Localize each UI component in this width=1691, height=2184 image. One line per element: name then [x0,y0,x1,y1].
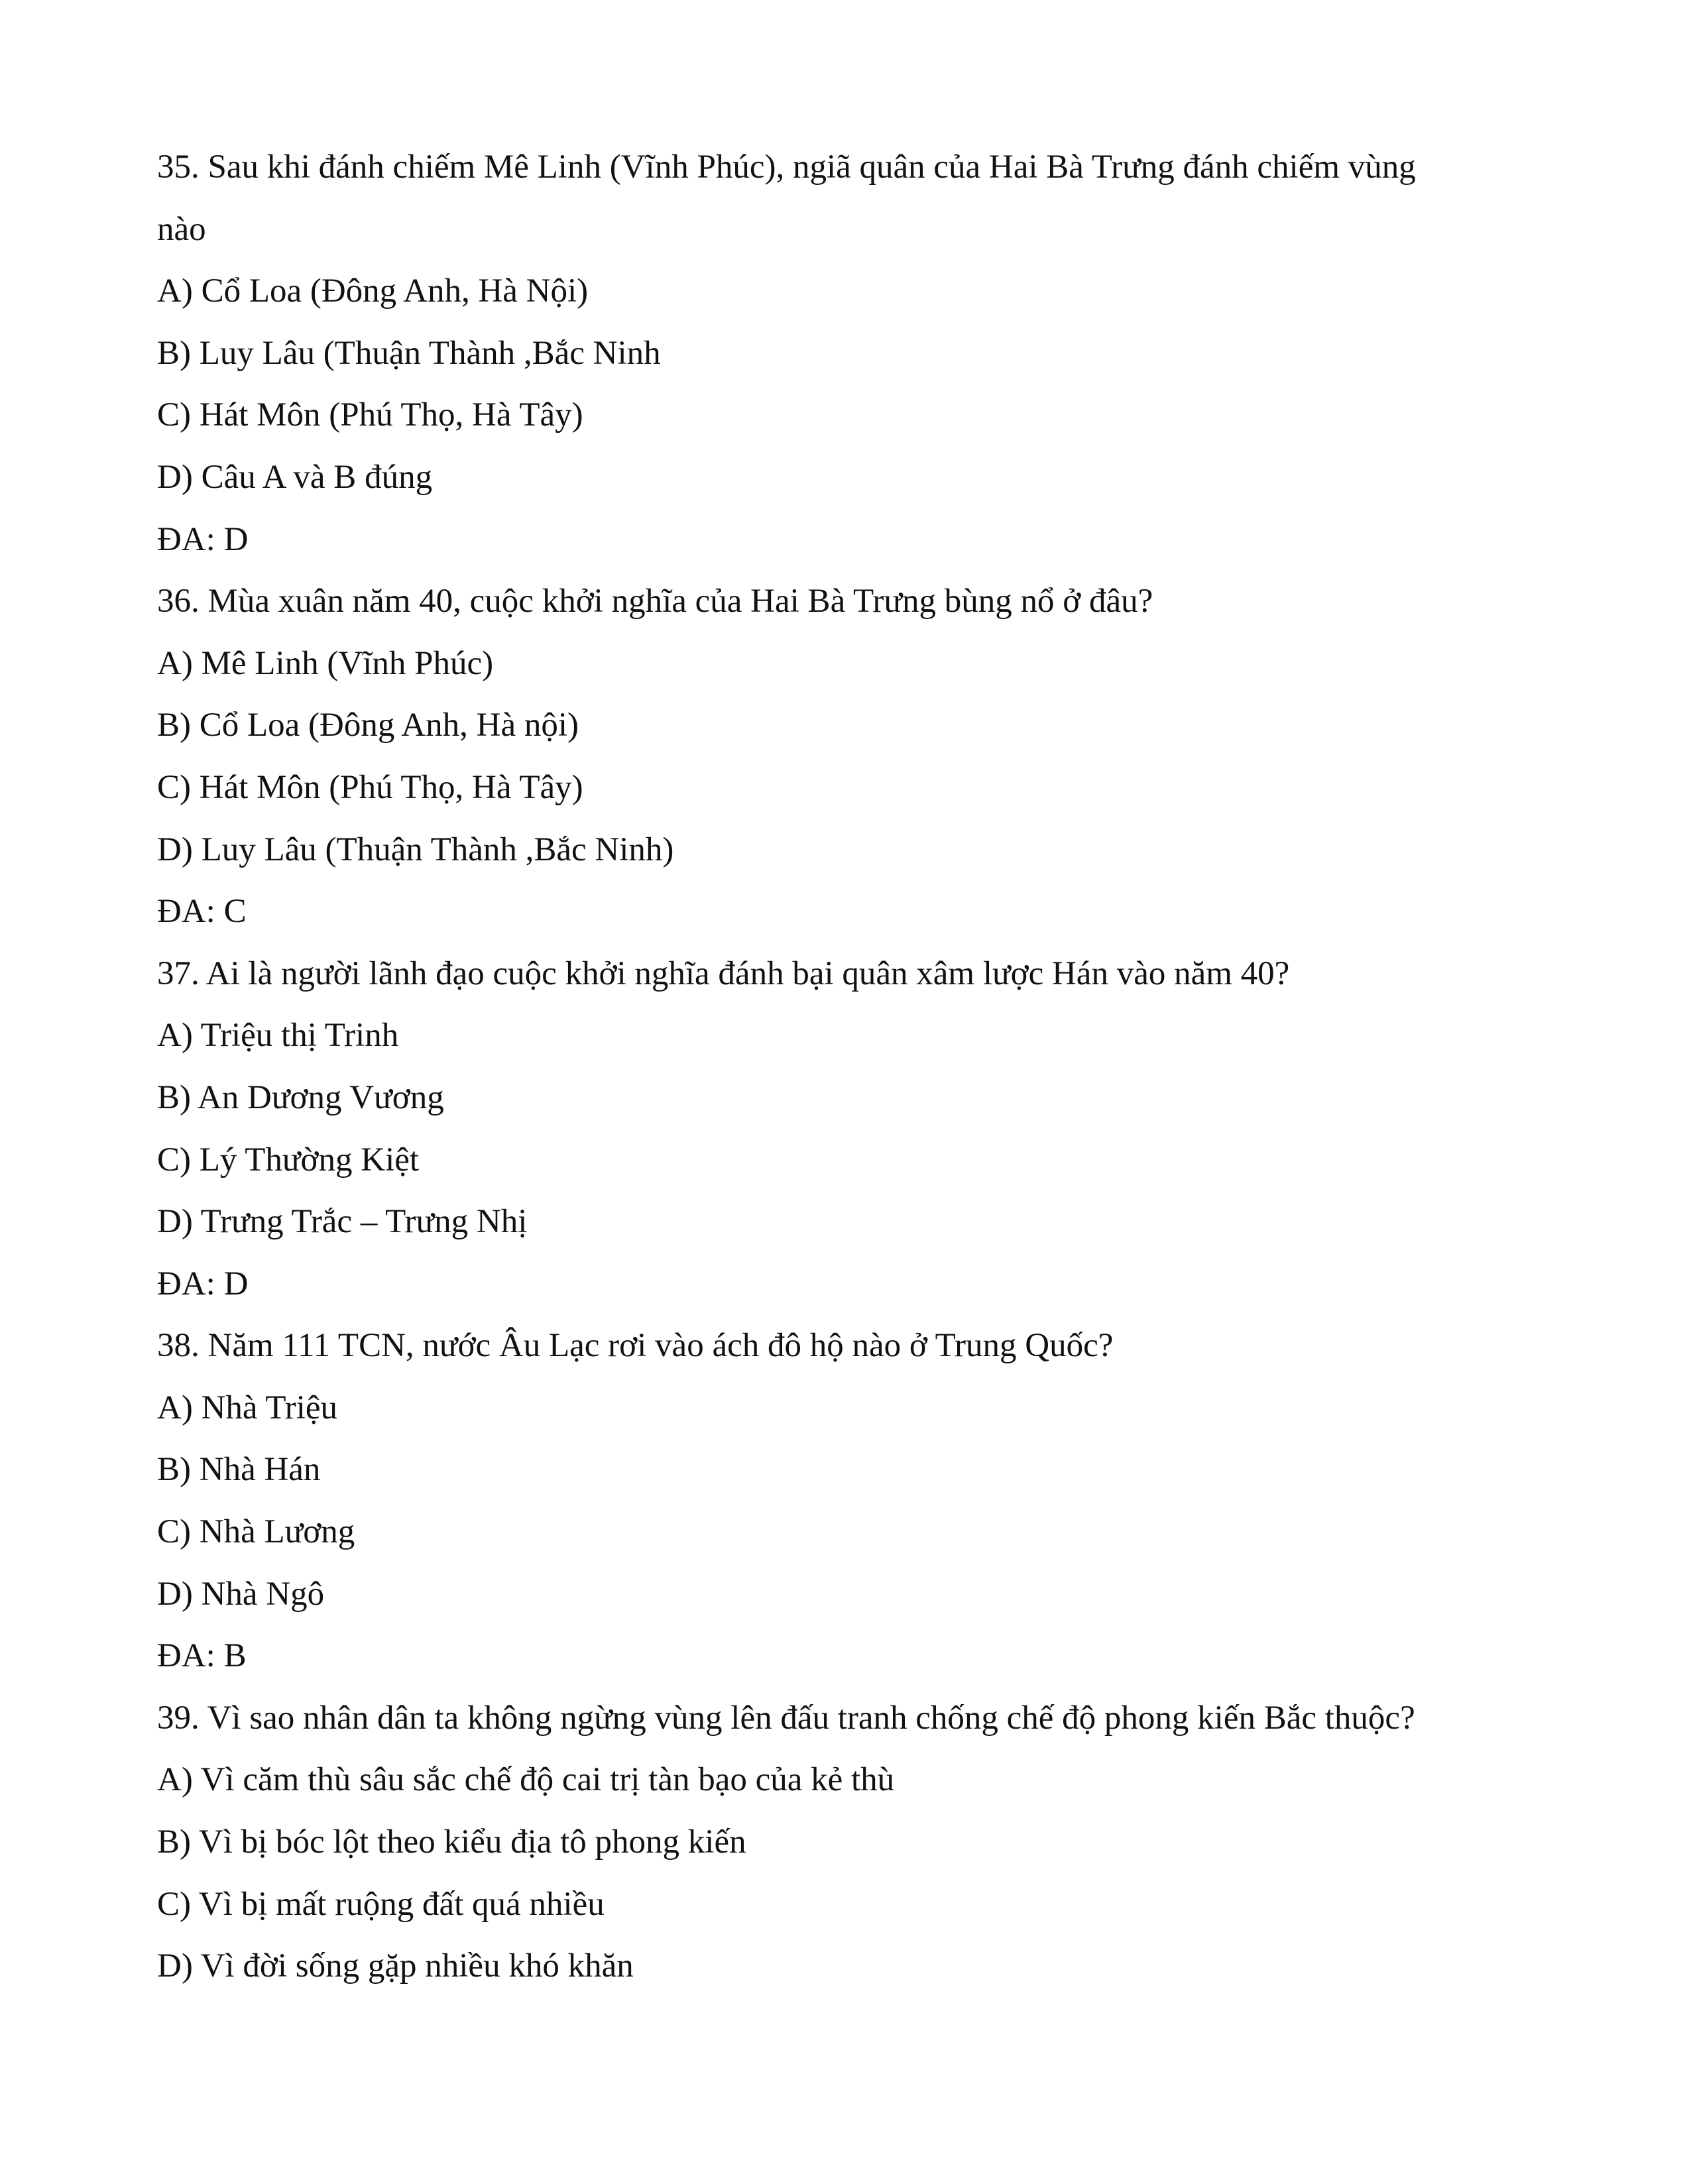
question-text-line: 39. Vì sao nhân dân ta không ngừng vùng lên đấu tranh chống chế độ phong kiến Bắc thuộc? [157,1699,1415,1737]
answer-key: ĐA: C [157,893,247,931]
question-text-line: 38. Năm 111 TCN, nước Âu Lạc rơi vào ách đô hộ nào ở Trung Quốc? [157,1327,1114,1365]
option-c: C) Nhà Lương [157,1513,355,1551]
question-39 [157,1688,1576,1998]
answer-key: ĐA: D [157,520,249,558]
option-c: C) Hát Môn (Phú Thọ, Hà Tây) [157,768,583,806]
option-d: D) Trưng Trắc – Trưng Nhị [157,1203,528,1241]
option-a: A) Nhà Triệu [157,1389,338,1426]
option-b: B) Cổ Loa (Đông Anh, Hà nội) [157,707,579,744]
question-text-line: 37. Ai là người lãnh đạo cuộc khởi nghĩa đánh bại quân xâm lược Hán vào năm 40? [157,954,1290,992]
option-d: D) Luy Lâu (Thuận Thành ,Bắc Ninh) [157,831,674,868]
option-b: B) Nhà Hán [157,1451,321,1489]
question-36 [157,571,1576,943]
option-c: C) Vì bị mất ruộng đất quá nhiều [157,1885,605,1923]
option-a: A) Triệu thị Trinh [157,1017,399,1055]
question-35 [157,137,1576,571]
option-d: D) Vì đời sống gặp nhiều khó khăn [157,1947,634,1985]
question-37 [157,943,1576,1316]
question-38 [157,1315,1576,1688]
option-a: A) Vì căm thù sâu sắc chế độ cai trị tàn bạo của kẻ thù [157,1761,895,1799]
answer-key: ĐA: B [157,1637,247,1675]
question-text-line: 35. Sau khi đánh chiếm Mê Linh (Vĩnh Phúc), ngiã quân của Hai Bà Trưng đánh chiếm vùng [157,148,1416,186]
option-a: A) Mê Linh (Vĩnh Phúc) [157,644,494,682]
option-b: B) An Dương Vương [157,1078,444,1116]
option-c: C) Lý Thường Kiệt [157,1141,420,1178]
quiz-content [157,137,1576,1998]
option-b: B) Vì bị bóc lột theo kiểu địa tô phong kiến [157,1823,746,1861]
option-d: D) Câu A và B đúng [157,458,433,496]
option-c: C) Hát Môn (Phú Thọ, Hà Tây) [157,396,583,434]
question-text-line: nào [157,210,206,248]
option-a: A) Cổ Loa (Đông Anh, Hà Nội) [157,272,589,310]
question-text-line: 36. Mùa xuân năm 40, cuộc khởi nghĩa của Hai Bà Trưng bùng nổ ở đâu? [157,583,1153,620]
answer-key: ĐA: D [157,1265,249,1302]
option-b: B) Luy Lâu (Thuận Thành ,Bắc Ninh [157,334,661,372]
option-d: D) Nhà Ngô [157,1575,325,1613]
